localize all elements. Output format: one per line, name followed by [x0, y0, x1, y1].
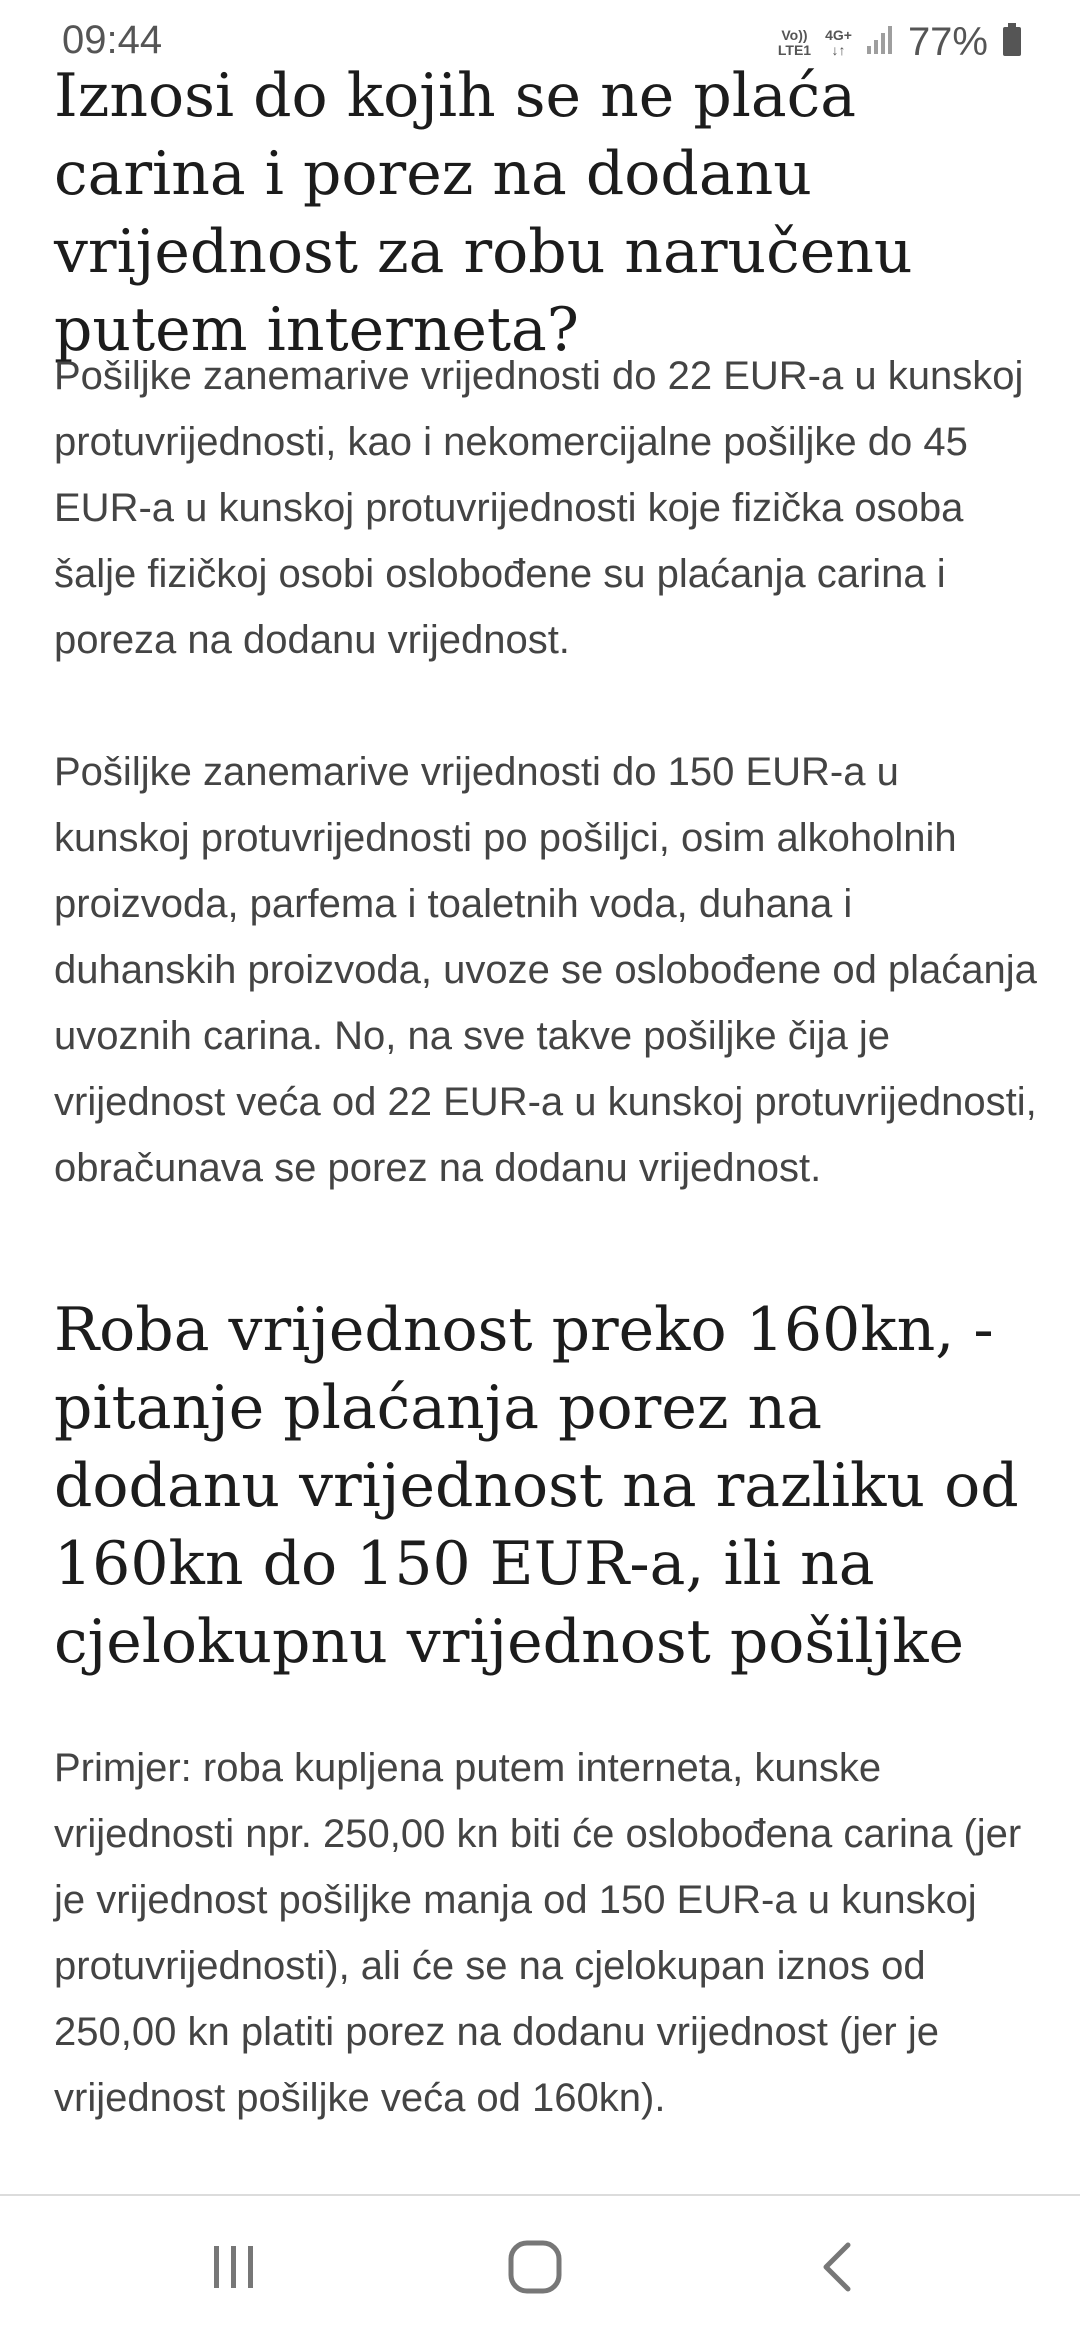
home-icon [507, 2239, 563, 2295]
article-heading-2: Roba vrijednost preko 160kn, - pitanje plaćanja porez na dodanu vrijednost na razliku od 160kn do 150 EUR-a, ili na cjelokupnu vrijednost pošiljke [54, 1295, 1019, 1677]
article-paragraph-2: Pošiljke zanemarive vrijednosti do 150 EUR-a u kunskoj protuvrijednosti po pošiljci, osim alkoholnih proizvoda, parfema i toaletnih voda, duhana i duhanskih proizvoda, uvoze se oslobođene od plaćanja uvoznih carina. No, na sve takve pošiljke čija je vrijednost veća od 22 EUR-a u kunskoj protuvrijednosti, obračunava se porez na dodanu vrijednost. [54, 750, 1037, 1190]
battery-percent: 77% [907, 20, 988, 64]
battery-icon [1002, 23, 1022, 62]
article-paragraph-3: Primjer: roba kupljena putem interneta, kunske vrijednosti npr. 250,00 kn biti će oslobođena carina (jer je vrijednost pošiljke manja od 150 EUR-a u kunskoj protuvrijednosti), ali će se na cjelokupan iznos od 250,00 kn platiti porez na dodanu vrijednost (jer je vrijednost pošiljke veća od 160kn). [54, 1746, 1022, 2120]
volte-indicator [778, 28, 811, 58]
recents-icon [210, 2244, 258, 2290]
back-button[interactable] [798, 2232, 878, 2302]
navigation-bar [0, 2194, 1080, 2340]
status-bar [0, 0, 1080, 84]
back-icon [818, 2239, 858, 2295]
signal-icon [866, 24, 894, 61]
article-paragraph-1: Pošiljke zanemarive vrijednosti do 22 EUR-a u kunskoj protuvrijednosti, kao i nekomercijalne pošiljke do 45 EUR-a u kunskoj protuvrijednosti koje fizička osoba šalje fizičkoj osobi oslobođene su plaćanja carina i poreza na dodanu vrijednost. [54, 354, 1024, 662]
volte-label: Vo)) [781, 26, 808, 43]
network-type-label: 4G+ [825, 26, 852, 43]
recents-button[interactable] [194, 2232, 274, 2302]
article-heading-1: Iznosi do kojih se ne plaća carina i porez na dodanu vrijednost za robu naručenu putem interneta? [54, 61, 913, 365]
network-type-indicator [825, 28, 852, 58]
lte-label: LTE1 [777, 41, 812, 58]
network-arrows-label: ↓↑ [831, 41, 846, 58]
status-time: 09:44 [62, 18, 163, 62]
home-button[interactable] [495, 2232, 575, 2302]
status-icons [778, 20, 1022, 65]
